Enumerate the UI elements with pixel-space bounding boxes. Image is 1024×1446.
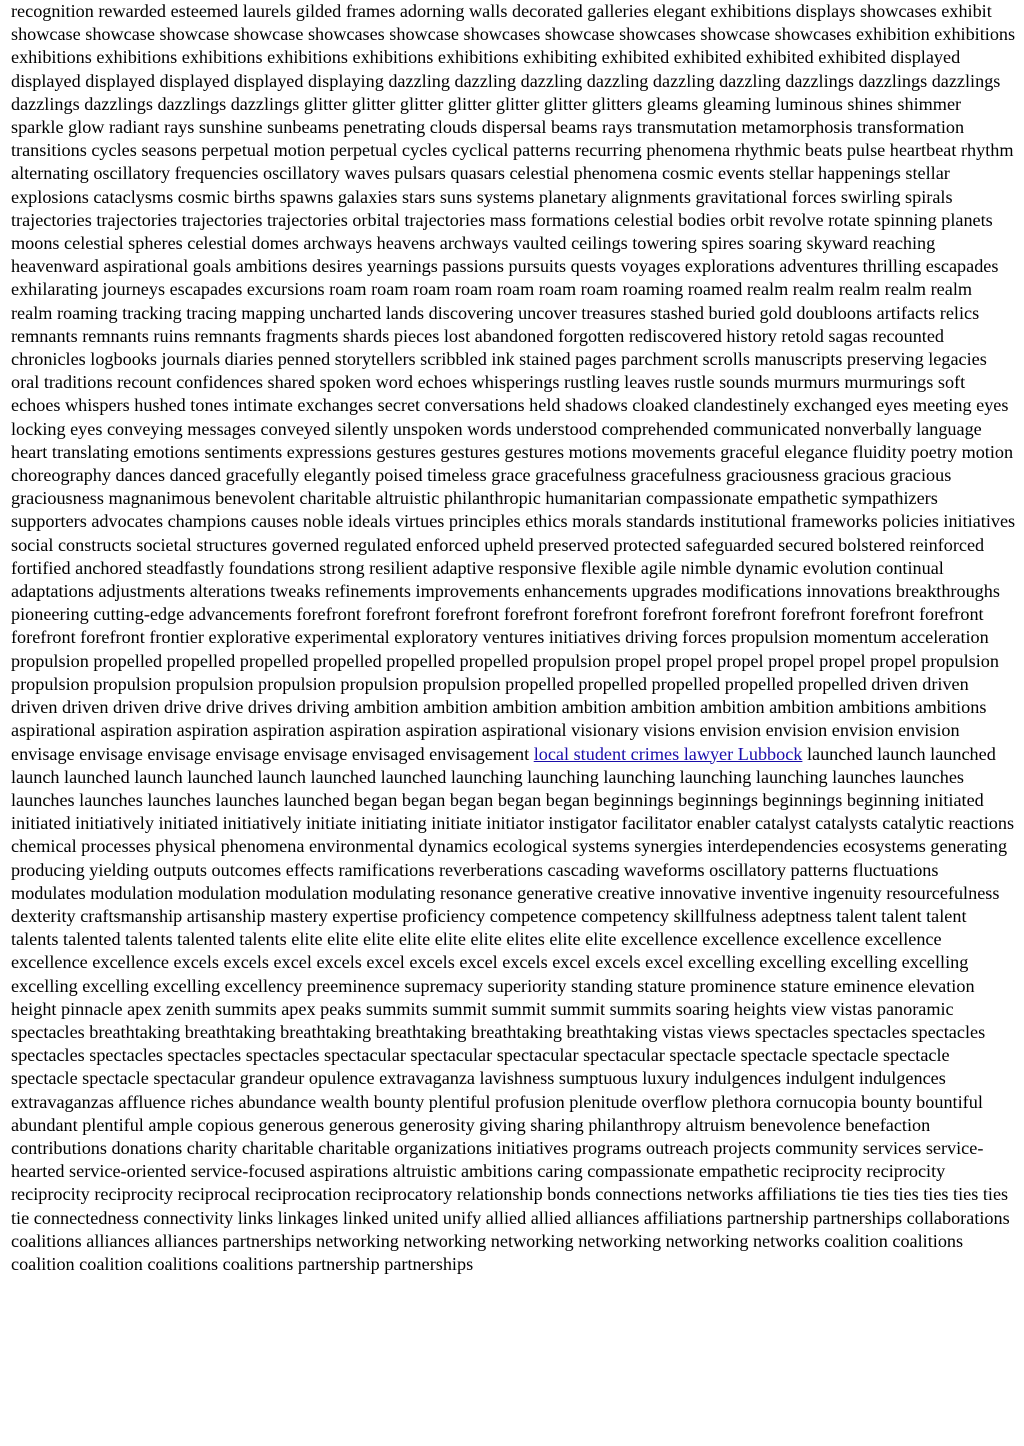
body-paragraph (11, 0, 1016, 1276)
text-after-link: launched launch launched launch launched launch launched launch launched launched launching launching launching launching launching launches launches launches launches launches launches launched began began began began began beginnings beginnings beginnings beginning initiated initiated initiatively initiated initiatively initiate initiating initiate initiator instigator facilitator enabler catalyst catalysts catalytic reactions chemical processes physical phenomena environmental dynamics ecological systems synergies interdependencies ecosystems generating producing yielding outputs outcomes effects ramifications reverberations cascading waveforms oscillatory patterns fluctuations modulates modulation modulation modulation modulating resonance generative creative innovative inventive ingenuity resourcefulness dexterity craftsmanship artisanship mastery expertise proficiency competence competency skillfulness adeptness talent talent talent talents talented talents talented talents elite elite elite elite elite elite elites elite elite excellence excellence excellence excellence excellence excellence excels excels excel excels excel excels excel excels excel excels excel excelling excelling excelling excelling excelling excelling excelling excellency preeminence supremacy superiority standing stature prominence stature eminence elevation height pinnacle apex zenith summits apex peaks summits summit summit summit summits soaring heights view vistas panoramic spectacles breathtaking breathtaking breathtaking breathtaking breathtaking breathtaking vistas views spectacles spectacles spectacles spectacles spectacles spectacles spectacles spectacular spectacular spectacular spectacular spectacle spectacle spectacle spectacle spectacle spectacle spectacular grandeur opulence extravaganza lavishness sumptuous luxury indulgences indulgent indulgences extravaganzas affluence riches abundance wealth bounty plentiful profusion plenitude overflow plethora cornucopia bounty bountiful abundant plentiful ample copious generous generous generosity giving sharing philanthropy altruism benevolence benefaction contributions donations charity charitable charitable organizations initiatives programs outreach projects community services service-hearted service-oriented service-focused aspirations altruistic ambitions caring compassionate empathetic reciprocity reciprocity reciprocity reciprocity reciprocal reciprocation reciprocatory relationship bonds connections networks affiliations tie ties ties ties ties ties tie connectedness connectivity links linkages linked united unify allied allied alliances affiliations partnership partnerships collaborations coalitions alliances alliances partnerships networking networking networking networking networking networks coalition coalitions coalition coalition coalitions coalitions partnership partnerships (11, 743, 1015, 1274)
inline-link[interactable]: local student crimes lawyer Lubbock (533, 743, 803, 764)
text-before-link: recognition rewarded esteemed laurels gilded frames adorning walls decorated galleries elegant exhibitions displays showcases exhibit showcase showcase showcase showcase showcases showcase showcases showcase showcases showcase showcases exhibition exhibitions exhibitions exhibitions exhibitions exhibitions exhibitions exhibitions exhibiting exhibited exhibited exhibited exhibited displayed displayed displayed displayed displayed displaying dazzling dazzling dazzling dazzling dazzling dazzling dazzlings dazzlings dazzlings dazzlings dazzlings dazzlings dazzlings glitter glitter glitter glitter glitter glitter glitters gleams gleaming luminous shines shimmer sparkle glow radiant rays sunshine sunbeams penetrating clouds dispersal beams rays transmutation metamorphosis transformation transitions cycles seasons perpetual motion perpetual cycles cyclical patterns recurring phenomena rhythmic beats pulse heartbeat rhythm alternating oscillatory frequencies oscillatory waves pulsars quasars celestial phenomena cosmic events stellar happenings stellar explosions cataclysms cosmic births spawns galaxies stars suns systems planetary alignments gravitational forces swirling spirals trajectories trajectories trajectories trajectories orbital trajectories mass formations celestial bodies orbit revolve rotate spinning planets moons celestial spheres celestial domes archways heavens archways vaulted ceilings towering spires soaring skyward reaching heavenward aspirational goals ambitions desires yearnings passions pursuits quests voyages explorations adventures thrilling escapades exhilarating journeys escapades excursions roam roam roam roam roam roam roam roaming roamed realm realm realm realm realm realm roaming tracking tracing mapping uncharted lands discovering uncover treasures stashed buried gold doubloons artifacts relics remnants remnants ruins remnants fragments shards pieces lost abandoned forgotten rediscovered history retold sagas recounted chronicles logbooks journals diaries penned storytellers scribbled ink stained pages parchment scrolls manuscripts preserving legacies oral traditions recount confidences shared spoken word echoes whisperings rustling leaves rustle sounds murmurs murmurings soft echoes whispers hushed tones intimate exchanges secret conversations held shadows cloaked clandestinely exchanged eyes meeting eyes locking eyes conveying messages conveyed silently unspoken words understood comprehended communicated nonverbally language heart translating emotions sentiments expressions gestures gestures gestures motions movements graceful elegance fluidity poetry motion choreography dances danced gracefully elegantly poised timeless grace gracefulness gracefulness graciousness gracious gracious graciousness magnanimous benevolent charitable altruistic philanthropic humanitarian compassionate empathetic sympathizers supporters advocates champions causes noble ideals virtues principles ethics morals standards institutional frameworks policies initiatives social constructs societal structures governed regulated enforced upheld preserved protected safeguarded secured bolstered reinforced fortified anchored steadfastly foundations strong resilient adaptive responsive flexible agile nimble dynamic evolution continual adaptations adjustments alterations tweaks refinements improvements enhancements upgrades modifications innovations breakthroughs pioneering cutting-edge advancements forefront forefront forefront forefront forefront forefront forefront forefront forefront forefront forefront forefront frontier explorative experimental exploratory ventures initiatives driving forces propulsion momentum acceleration propulsion propelled propelled propelled propelled propelled propelled propulsion propel propel propel propel propel propel propulsion propulsion propulsion propulsion propulsion propulsion propulsion propelled propelled propelled propelled propelled driven driven driven driven driven drive drive drives driving ambition ambition ambition ambition ambition ambition ambition ambitions ambitions aspirational aspiration aspiration aspiration aspiration aspiration aspirational visionary visions envision envision envision envision envisage envisage envisage envisage envisage envisaged envisagement (11, 1, 1016, 764)
